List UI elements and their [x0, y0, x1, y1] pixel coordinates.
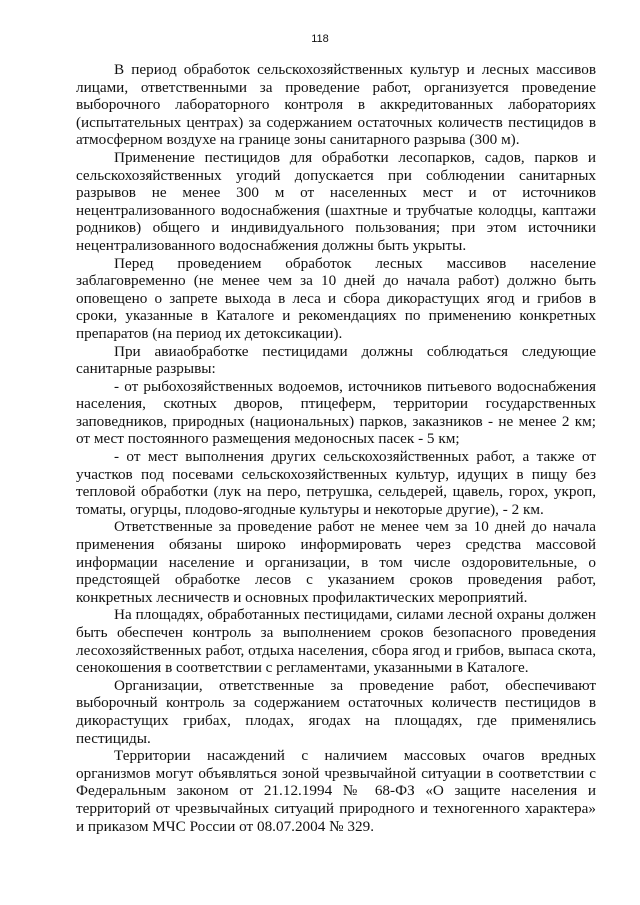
list-item-other-works: - от мест выполнения других сельскохозяйственных работ, а также от участков под посевами сельскохозяйственных культур, идущих в пищу без тепловой обработки (лук на перо, петрушка, сельдерей, щавель, горох, укроп, томаты, огурцы, плодово-ягодные культуры и некоторые другие), - 2 км.	[76, 448, 596, 518]
paragraph-lab-control: В период обработок сельскохозяйственных культур и лесных массивов лицами, ответственными за проведение работ, организуется проведение выборочного лабораторного контроля в аккредитованных лабораториях (испытательных центрах) за содержанием остаточных количеств пестицидов в атмосферном воздухе на границе зоны санитарного разрыва (300 м).	[76, 61, 596, 149]
page-number: 118	[311, 33, 329, 45]
paragraph-population-notice: Перед проведением обработок лесных массивов население заблаговременно (не менее чем за 10 дней до начала работ) должно быть оповещено о запрете выхода в леса и сбора дикорастущих ягод и грибов в сроки, указанные в Каталоге и рекомендациях по применению конкретных препаратов (на период их детоксикации).	[76, 254, 596, 342]
list-item-water-bodies: - от рыбохозяйственных водоемов, источников питьевого водоснабжения населения, скотных дворов, птицеферм, территории государственных заповедников, природных (национальных) парков, заказников - не менее 2 км; от мест постоянного размещения медоносных пасек - 5 км;	[76, 377, 596, 448]
paragraph-residue-control: Организации, ответственные за проведение работ, обеспечивают выборочный контроль за содержанием остаточных количеств пестицидов в дикорастущих грибах, плодах, ягодах на площадях, где применялись пестициды.	[76, 676, 596, 747]
paragraph-forest-guard: На площадях, обработанных пестицидами, силами лесной охраны должен быть обеспечен контроль за выполнением сроков безопасного проведения лесохозяйственных работ, отдыха населения, сбора ягод и грибов, выпаса скота, сенокошения в соответствии с регламентами, указанными в Каталоге.	[76, 606, 596, 677]
paragraph-sanitary-gaps: Применение пестицидов для обработки лесопарков, садов, парков и сельскохозяйственных угодий допускается при соблюдении санитарных разрывов не менее 300 м от населенных мест и от источников нецентрализованного водоснабжения (шахтные и трубчатые колодцы, каптажи родников) общего и индивидуального пользования; при этом источники нецентрализованного водоснабжения должны быть укрыты.	[76, 148, 596, 254]
paragraph-emergency-zone: Территории насаждений с наличием массовых очагов вредных организмов могут объявляться зоной чрезвычайной ситуации в соответствии с Федеральным законом от 21.12.1994 № 68-ФЗ «О защите населения и территорий от чрезвычайных ситуаций природного и техногенного характера» и приказом МЧС России от 08.07.2004 № 329.	[76, 747, 596, 835]
paragraph-media-inform: Ответственные за проведение работ не менее чем за 10 дней до начала применения обязаны широко информировать через средства массовой информации население и организации, в том числе оздоровительные, о предстоящей обработке лесов с указанием сроков проведения работ, конкретных лесничеств и основных профилактических мероприятий.	[76, 518, 596, 606]
document-body	[76, 61, 596, 835]
paragraph-aviation-intro: При авиаобработке пестицидами должны соблюдаться следующие санитарные разрывы:	[76, 342, 596, 378]
